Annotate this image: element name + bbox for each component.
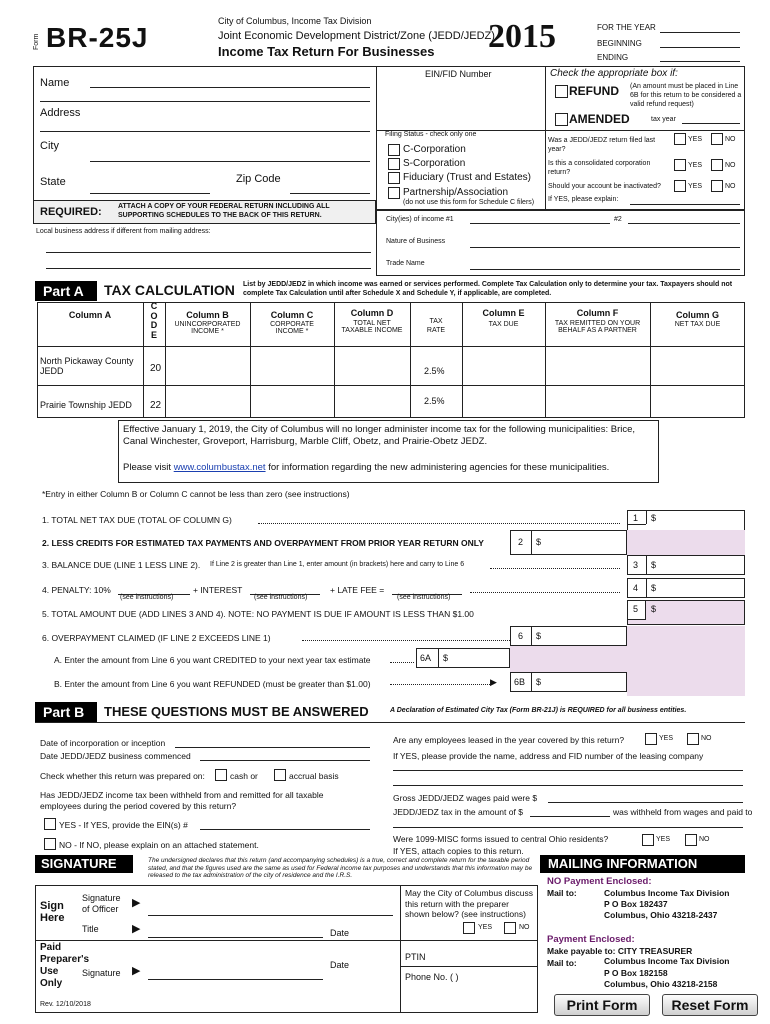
col-c-sub: CORPORATE INCOME * (270, 321, 314, 335)
col-a-header: Column A (68, 310, 112, 320)
line-6b-num: 6B (514, 677, 526, 687)
line-2-label: 2. LESS CREDITS FOR ESTIMATED TAX PAYMENTS AND OVERPAYMENT FROM PRIOR YEAR RETURN ONLY (42, 538, 484, 548)
cash-label: cash or (230, 771, 258, 781)
line-3-num: 3 (633, 560, 639, 570)
row-north-pickaway: North Pickaway County JEDD (40, 356, 134, 376)
line-6a-num: 6A (420, 653, 432, 663)
payment-label: Payment Enclosed: (547, 934, 635, 945)
incorporation-input[interactable] (175, 736, 370, 748)
pointer-icon: ▶ (132, 923, 141, 935)
line-4-field[interactable] (627, 578, 745, 598)
part-b-note: A Declaration of Estimated City Tax (Form BR-21J) is REQUIRED for all business entities. (390, 707, 687, 714)
explain-label: If YES, please explain: (548, 196, 619, 203)
pointer-icon: ▶ (132, 897, 141, 909)
latefee-see-instructions: (see instructions) (397, 594, 451, 601)
leased-yes-checkbox[interactable] (645, 733, 657, 745)
line-1-label: 1. TOTAL NET TAX DUE (TOTAL OF COLUMN G) (42, 515, 232, 525)
line-6a-shading (510, 646, 627, 672)
district: Joint Economic Development District/Zone (JEDD/JEDZ) (218, 30, 495, 42)
col-c-header: Column C (270, 310, 314, 320)
line-6-dollar: $ (536, 631, 542, 641)
city-input[interactable] (90, 150, 370, 162)
filed-no-label: NO (725, 136, 736, 143)
col-f-sub: TAX REMITTED ON YOUR BEHALF AS A PARTNER (554, 320, 641, 334)
zip-label: Zip Code (236, 173, 281, 185)
tax-rate-header: TAX (429, 318, 443, 325)
for-the-year-label: FOR THE YEAR (597, 23, 656, 32)
print-form-button[interactable]: Print Form (554, 994, 650, 1016)
discuss-no-checkbox[interactable] (504, 922, 516, 934)
leased-info: If YES, please provide the name, address and FID number of the leasing company (393, 751, 704, 761)
sign-here: Sign Here (40, 900, 65, 924)
line-5-label: 5. TOTAL AMOUNT DUE (ADD LINES 3 AND 4). NOTE: NO PAYMENT IS DUE IF AMOUNT IS LESS THAN $1.00 (42, 609, 474, 619)
mail-to-2: Mail to: (547, 958, 577, 968)
address-label: Address (40, 107, 81, 119)
line-3-note: If Line 2 is greater than Line 1, enter amount (in brackets) here and carry to Line 6 (210, 561, 465, 568)
explain-input[interactable] (630, 193, 740, 205)
misc-yes-checkbox[interactable] (642, 834, 654, 846)
row-prairie-township: Prairie Township JEDD (40, 400, 132, 410)
mailing-label: MAILING INFORMATION (540, 855, 745, 873)
line-6a-dollar: $ (443, 653, 449, 663)
inactive-yes-checkbox[interactable] (674, 180, 686, 192)
penalty-see-instructions: (see instructions) (120, 594, 174, 601)
line-6b-dollar: $ (536, 677, 542, 687)
line-1-dollar: $ (651, 513, 657, 523)
col-f-header: Column F (576, 308, 619, 318)
address-input[interactable] (40, 120, 370, 132)
tax-year: 2015 (488, 18, 556, 55)
cash-checkbox[interactable] (215, 769, 227, 781)
agency: City of Columbus, Income Tax Division (218, 16, 372, 26)
line-6-field[interactable] (510, 626, 627, 646)
col-d-sub: TOTAL NET TAXABLE INCOME (341, 320, 403, 334)
arrow-right-icon: ▶ (490, 677, 497, 687)
refund-note: (An amount must be placed in Line 6B for this return to be considered a valid refund request) (630, 83, 742, 108)
gross-wages-label: Gross JEDD/JEDZ wages paid were $ (393, 793, 538, 803)
part-b-label: Part B (35, 702, 97, 722)
form-label: Form (33, 33, 40, 50)
col-b-sub: UNINCORPORATED INCOME * (174, 321, 241, 335)
inactive-no-checkbox[interactable] (711, 180, 723, 192)
discuss-yes-checkbox[interactable] (463, 922, 475, 934)
fiduciary-checkbox[interactable] (388, 172, 400, 184)
inactive-no-label: NO (725, 183, 736, 190)
col-g-sub: NET TAX DUE (674, 321, 721, 328)
reset-form-button[interactable]: Reset Form (662, 994, 758, 1016)
schedule-c-note: (do not use this form for Schedule C filers) (403, 199, 535, 206)
line-6-num: 6 (518, 631, 524, 641)
line-3-field[interactable] (627, 555, 745, 575)
trade-name-input[interactable] (470, 258, 740, 270)
required-label: REQUIRED: (40, 206, 102, 218)
interest-see-instructions: (see instructions) (254, 594, 308, 601)
line-1-num: 1 (633, 513, 639, 523)
withheld-no-checkbox[interactable] (44, 838, 56, 850)
local-address-label: Local business address if different from mailing address: (36, 228, 211, 235)
code-22: 22 (150, 400, 162, 411)
tax-year-label: tax year (651, 116, 676, 123)
consolidated-no-label: NO (725, 162, 736, 169)
line-4-label: 4. PENALTY: 10% (42, 585, 111, 595)
trade-name-label: Trade Name (386, 260, 425, 267)
withheld-no-label: NO - If NO, please explain on an attached statement. (59, 840, 259, 850)
c-corp-label: C-Corporation (403, 144, 466, 155)
name-input[interactable] (90, 76, 370, 88)
ein-list-input[interactable] (200, 818, 370, 830)
accrual-label: accrual basis (289, 771, 339, 781)
discuss-yes-label: YES (478, 924, 493, 931)
line-3-dollar: $ (651, 560, 657, 570)
line-3-label: 3. BALANCE DUE (LINE 1 LESS LINE 2). (42, 560, 201, 570)
line-2-dollar: $ (536, 537, 542, 547)
form-number: BR-25J (46, 22, 149, 53)
consolidated-question: Is this a consolidated corporation return? (548, 160, 651, 176)
ptin-label: PTIN (405, 952, 426, 962)
withheld-yes-label: YES - If YES, provide the EIN(s) # (59, 820, 188, 830)
accrual-checkbox[interactable] (274, 769, 286, 781)
incorporation-label: Date of incorporation or inception (40, 738, 166, 748)
line-5-num: 5 (633, 604, 639, 614)
tax-rate-sub: RATE (426, 327, 446, 334)
beginning-input[interactable] (660, 36, 740, 48)
line-6-label: 6. OVERPAYMENT CLAIMED (IF LINE 2 EXCEEDS LINE 1) (42, 633, 271, 643)
amended-label: AMENDED (569, 112, 630, 126)
part-a-label: Part A (35, 281, 97, 301)
signature-label: SIGNATURE (35, 855, 133, 873)
line-6b-label: B. Enter the amount from Line 6 you want REFUNDED (must be greater than $1.00) (54, 679, 371, 689)
commenced-label: Date JEDD/JEDZ business commenced (40, 751, 191, 761)
col-e-sub: TAX DUE (488, 321, 519, 328)
notice-text: Effective January 1, 2019, the City of Columbus will no longer administer income tax for the following municipalities: Brice, Canal Winchester, Groveport, Harrisburg, Marble Cliff, Obetz, and Prairie-Obetz JEDZ. (123, 424, 636, 447)
ending-label: ENDING (597, 53, 629, 62)
filing-heading: Filing Status - check only one (385, 131, 477, 138)
nature-input[interactable] (470, 236, 740, 248)
for-year-input[interactable] (660, 21, 740, 33)
leased-yes-label: YES (659, 735, 674, 742)
required-text: ATTACH A COPY OF YOUR FEDERAL RETURN INCLUDING ALL SUPPORTING SCHEDULES TO THE BACK OF THIS RETURN. (118, 203, 330, 219)
jedd-tax-label: JEDD/JEDZ tax in the amount of $ (393, 807, 523, 817)
line-6b-field[interactable] (510, 672, 627, 692)
inactivated-question: Should your account be inactivated? (548, 183, 661, 190)
withheld-yes-checkbox[interactable] (44, 818, 56, 830)
preparer-date-label: Date (330, 960, 350, 970)
amended-checkbox[interactable] (555, 113, 568, 126)
filed-yes-label: YES (688, 136, 703, 143)
city-label: City (40, 140, 59, 152)
preparer-signature-input[interactable] (148, 968, 323, 980)
withheld-question: Has JEDD/JEDZ income tax been withheld from and remitted for all taxable employees during the period covered by this return? (40, 790, 324, 811)
sig-officer-label: Signature of Officer (82, 893, 121, 914)
code-20: 20 (150, 363, 162, 374)
leased-no-label: NO (701, 735, 712, 742)
misc-question: Were 1099-MISC forms issued to central Ohio residents? (393, 834, 609, 844)
fiduciary-label: Fiduciary (Trust and Estates) (403, 172, 532, 183)
jedd-tax-input[interactable] (530, 805, 610, 817)
consolidated-no-checkbox[interactable] (711, 159, 723, 171)
code-header: C O D E (150, 301, 158, 340)
amended-year-input[interactable] (682, 112, 740, 124)
date-label: Date (330, 928, 350, 938)
title-input[interactable] (148, 926, 323, 938)
cities-label: City(ies) of income #1 (386, 216, 454, 223)
rate-row-1: 2.5% (424, 366, 445, 376)
discuss-no-label: NO (519, 924, 530, 931)
revision: Rev. 12/10/2018 (40, 1001, 91, 1008)
addr1-line1: Columbus Income Tax Division (604, 888, 730, 898)
filed-last-year-question: Was a JEDD/JEDZ return filed last year? (548, 137, 656, 153)
city-income-1-input[interactable] (470, 212, 610, 224)
basis-label: Check whether this return was prepared on: (40, 771, 205, 781)
officer-signature-input[interactable] (148, 904, 393, 916)
payable-to: Make payable to: CITY TREASURER (547, 946, 693, 956)
commenced-input[interactable] (200, 749, 370, 761)
check-box-heading: Check the appropriate box if: (550, 68, 678, 79)
partnership-label: Partnership/Association (403, 187, 509, 198)
line-4-num: 4 (633, 583, 639, 593)
city-income-2-label: #2 (614, 216, 622, 223)
state-label: State (40, 176, 66, 188)
addr2-line3: Columbus, Ohio 43218-2158 (604, 979, 718, 989)
line-2-num: 2 (518, 537, 524, 547)
line-2-field[interactable] (510, 530, 627, 555)
late-fee-label: + LATE FEE = (330, 585, 385, 595)
leased-question: Are any employees leased in the year covered by this return? (393, 735, 625, 745)
ending-input[interactable] (660, 50, 740, 62)
part-a-note: List by JEDD/JEDZ in which income was earned or services performed. Complete Tax Calculation only to determine your tax. Taxpayers should not complete Tax Calculation until after Schedule X and Schedule Y, if applicable, are completed. (243, 281, 733, 297)
declaration: The undersigned declares that this return (and accompanying schedules) is a true, correct and complete return for the taxable period stated, and that the figures used are the same as used for Federal income tax purposes and understands that this information may be released to the tax administration of the city of residence and the I.R.S. (148, 857, 533, 879)
withheld-from-label: was withheld from wages and paid to (613, 807, 753, 817)
mail-to-1: Mail to: (547, 888, 577, 898)
misc-no-label: NO (699, 836, 710, 843)
gross-wages-input[interactable] (548, 791, 743, 803)
name-input-2[interactable] (40, 90, 370, 102)
s-corp-label: S-Corporation (403, 158, 466, 169)
notice-line-2: Please visit www.columbustax.net for information regarding the new administering agencies for these municipalities. (123, 462, 610, 473)
misc-no-checkbox[interactable] (685, 834, 697, 846)
discuss-question: May the City of Columbus discuss this return with the preparer shown below? (see instructions) (405, 888, 534, 919)
beginning-label: BEGINNING (597, 39, 642, 48)
consolidated-yes-checkbox[interactable] (674, 159, 686, 171)
paid-preparer: Paid Preparer's Use Only (40, 942, 90, 989)
no-payment-label: NO Payment Enclosed: (547, 876, 652, 887)
pointer-icon: ▶ (132, 965, 141, 977)
phone-label: Phone No. ( ) (405, 972, 459, 982)
addr2-line2: P O Box 182158 (604, 968, 668, 978)
ein-label: EIN/FID Number (425, 69, 492, 79)
line-6-shading (627, 626, 745, 696)
partnership-checkbox[interactable] (388, 187, 400, 199)
columbustax-link[interactable]: www.columbustax.net (173, 462, 266, 473)
line-6a-label: A. Enter the amount from Line 6 you want CREDITED to your next year tax estimate (54, 655, 371, 665)
form-title: Income Tax Return For Businesses (218, 44, 435, 59)
state-input[interactable] (90, 182, 210, 194)
addr1-line3: Columbus, Ohio 43218-2437 (604, 910, 718, 920)
nature-label: Nature of Business (386, 238, 446, 245)
c-corp-checkbox[interactable] (388, 144, 400, 156)
leased-no-checkbox[interactable] (687, 733, 699, 745)
city-income-2-input[interactable] (628, 212, 740, 224)
zip-input[interactable] (290, 182, 370, 194)
title-label: Title (82, 924, 99, 934)
line-4-dollar: $ (651, 583, 657, 593)
refund-label: REFUND (569, 84, 619, 98)
col-d-header: Column D (350, 308, 394, 318)
footnote: *Entry in either Column B or Column C cannot be less than zero (see instructions) (42, 489, 350, 499)
col-b-header: Column B (186, 310, 229, 320)
rate-row-2: 2.5% (424, 396, 445, 406)
name-label: Name (40, 77, 70, 89)
inactive-yes-label: YES (688, 183, 703, 190)
refund-checkbox[interactable] (555, 85, 568, 98)
addr1-line2: P O Box 182437 (604, 899, 668, 909)
preparer-signature-label: Signature (82, 968, 121, 978)
line-5-dollar: $ (651, 604, 657, 614)
consolidated-yes-label: YES (688, 162, 703, 169)
part-a-title: TAX CALCULATION (104, 282, 235, 298)
col-g-header: Column G (676, 310, 719, 320)
col-e-header: Column E (482, 308, 525, 318)
interest-label: + INTEREST (193, 585, 243, 595)
part-b-title: THESE QUESTIONS MUST BE ANSWERED (104, 704, 369, 719)
addr2-line1: Columbus Income Tax Division (604, 956, 730, 966)
misc-yes-label: YES (656, 836, 671, 843)
s-corp-checkbox[interactable] (388, 158, 400, 170)
filed-yes-checkbox[interactable] (674, 133, 686, 145)
misc-attach: If YES, attach copies to this return. (393, 846, 524, 856)
filed-no-checkbox[interactable] (711, 133, 723, 145)
